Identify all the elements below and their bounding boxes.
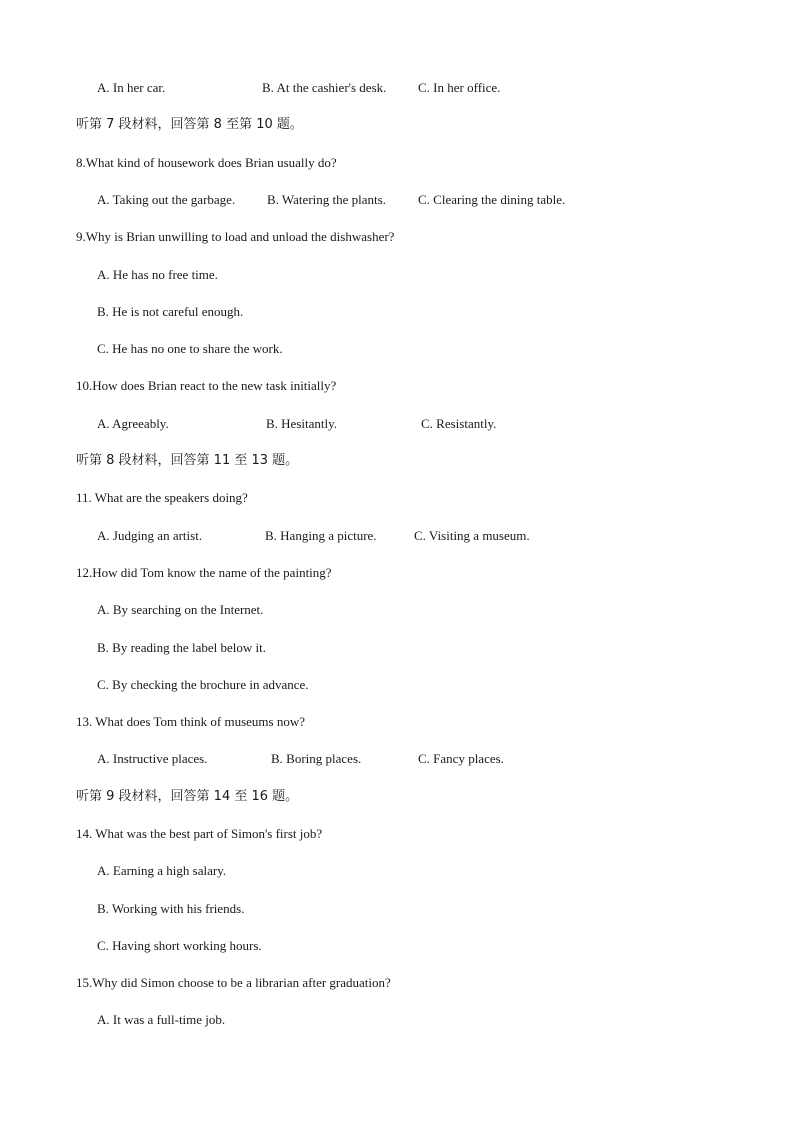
question-text: 15.Why did Simon choose to be a librarian after graduation? [76, 975, 391, 990]
answer-option: A. In her car. [97, 80, 166, 95]
answer-option: A. By searching on the Internet. [97, 602, 264, 617]
question-text: 9.Why is Brian unwilling to load and unload the dishwasher? [76, 229, 395, 244]
answer-option: A. Earning a high salary. [97, 863, 227, 878]
answer-option: A. Instructive places. [97, 751, 208, 766]
question-text: 8.What kind of housework does Brian usually do? [76, 155, 337, 170]
answer-option: C. Clearing the dining table. [418, 192, 566, 207]
answer-option: B. Working with his friends. [97, 901, 245, 916]
answer-option: B. He is not careful enough. [97, 304, 244, 319]
answer-option: B. By reading the label below it. [97, 640, 266, 655]
answer-option: A. It was a full-time job. [97, 1012, 226, 1027]
answer-option: A. Taking out the garbage. [97, 192, 236, 207]
answer-option: C. By checking the brochure in advance. [97, 677, 309, 692]
answer-option: C. Fancy places. [418, 751, 504, 766]
answer-option: C. Visiting a museum. [414, 528, 530, 543]
question-text: 14. What was the best part of Simon's first job? [76, 826, 323, 841]
answer-option: B. At the cashier's desk. [262, 80, 387, 95]
answer-option: A. He has no free time. [97, 267, 218, 282]
section-heading: 听第 7 段材料，回答第 8 至第 10 题。 [76, 117, 303, 132]
question-text: 10.How does Brian react to the new task initially? [76, 378, 337, 393]
answer-option: C. In her office. [418, 80, 501, 95]
answer-option: A. Judging an artist. [97, 528, 203, 543]
answer-option: A. Agreeably. [97, 416, 169, 431]
answer-option: B. Watering the plants. [267, 192, 386, 207]
question-text: 11. What are the speakers doing? [76, 490, 248, 505]
section-heading: 听第 8 段材料，回答第 11 至 13 题。 [76, 453, 299, 468]
answer-option: B. Hesitantly. [266, 416, 338, 431]
question-text: 13. What does Tom think of museums now? [76, 714, 305, 729]
answer-option: B. Hanging a picture. [265, 528, 377, 543]
answer-option: C. Having short working hours. [97, 938, 262, 953]
answer-option: C. Resistantly. [421, 416, 497, 431]
answer-option: C. He has no one to share the work. [97, 341, 283, 356]
question-text: 12.How did Tom know the name of the painting? [76, 565, 332, 580]
section-heading: 听第 9 段材料，回答第 14 至 16 题。 [76, 789, 299, 804]
answer-option: B. Boring places. [271, 751, 362, 766]
